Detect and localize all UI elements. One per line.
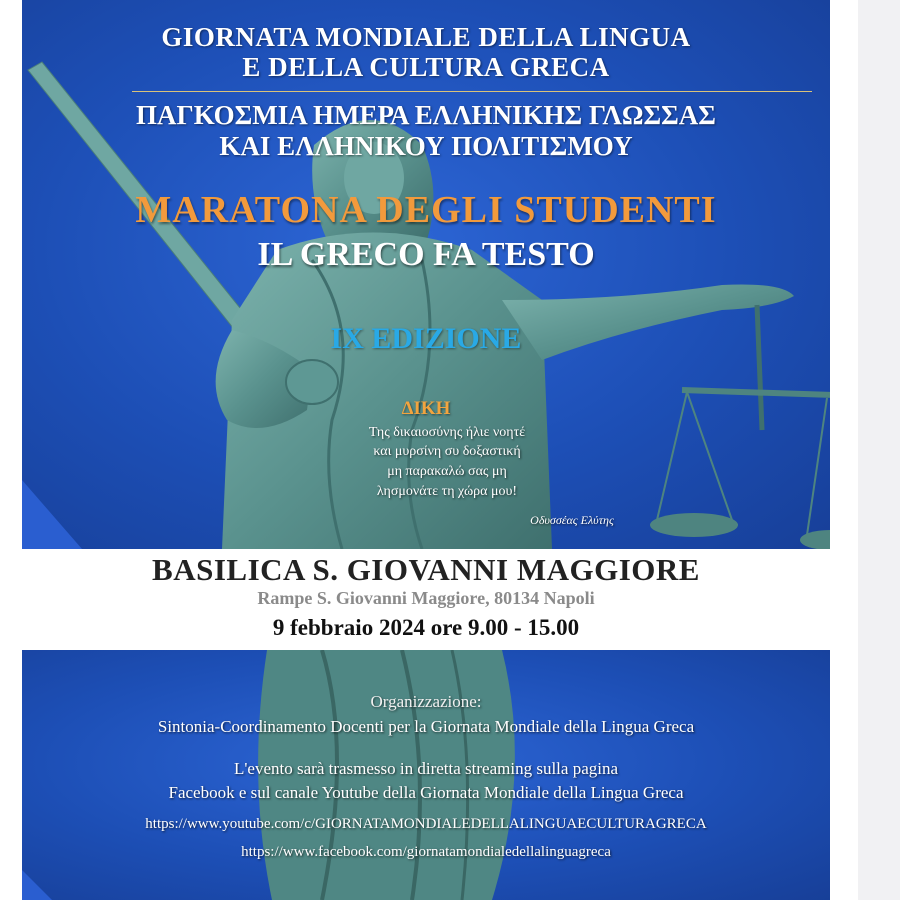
poem-title: ΔΙΚΗ	[401, 398, 451, 419]
event-poster	[22, 0, 830, 900]
venue-name: BASILICA S. GIOVANNI MAGGIORE	[152, 552, 700, 587]
poem-line: Της δικαιοσύνης ήλιε νοητέ	[368, 425, 526, 440]
event-datetime: 9 febbraio 2024 ore 9.00 - 15.00	[272, 615, 580, 640]
poster-bottom-panel	[22, 650, 830, 900]
poem-line: και μυρσίνη συ δοξαστική	[373, 444, 521, 459]
poem-author: Οδυσσέας Ελύτης	[530, 513, 614, 527]
poem-line: μη παρακαλώ σας μη	[387, 464, 507, 479]
venue-band	[22, 549, 830, 650]
page-margin-strip	[858, 0, 900, 900]
organization-label: Organizzazione:	[370, 692, 482, 711]
title-greek-line2: ΚΑΙ ΕΛΛΗΝΙΚΟΥ ΠΟΛΙΤΙΣΜΟΥ	[219, 131, 633, 161]
streaming-notice-line1: L'evento sarà trasmesso in diretta streaming sulla pagina	[233, 759, 619, 778]
event-title: MARATONA DEGLI STUDENTI	[135, 189, 717, 231]
youtube-link[interactable]: https://www.youtube.com/c/GIORNATAMONDIALEDELLALINGUAECULTURAGRECA	[145, 816, 707, 832]
poem-line: λησμονάτε τη χώρα μου!	[376, 484, 518, 499]
title-greek-line1: ΠΑΓΚΟΣΜΙΑ ΗΜΕΡΑ ΕΛΛΗΝΙΚΗΣ ΓΛΩΣΣΑΣ	[136, 100, 716, 130]
edition-label: IX EDIZIONE	[330, 322, 522, 355]
poster-top-panel	[22, 0, 830, 549]
title-italian-line1: GIORNATA MONDIALE DELLA LINGUA	[161, 22, 691, 52]
organization-name: Sintonia-Coordinamento Docenti per la Giornata Mondiale della Lingua Greca	[157, 717, 695, 736]
event-subtitle: IL GRECO FA TESTO	[257, 236, 595, 273]
facebook-link[interactable]: https://www.facebook.com/giornatamondialedellalinguagreca	[241, 844, 611, 860]
title-divider	[132, 91, 812, 92]
streaming-notice-line2: Facebook e sul canale Youtube della Giornata Mondiale della Lingua Greca	[168, 783, 684, 802]
venue-address: Rampe S. Giovanni Maggiore, 80134 Napoli	[257, 588, 595, 608]
title-italian-line2: E DELLA CULTURA GRECA	[242, 52, 610, 82]
